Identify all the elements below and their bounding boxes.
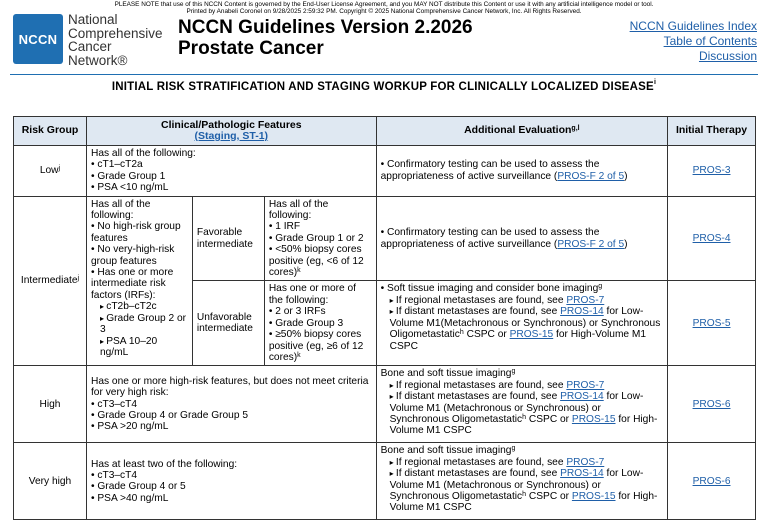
features-header: Clinical/Pathologic Features (Staging, ST-1) — [86, 117, 376, 146]
org-name: National Comprehensive Cancer Network® — [68, 12, 163, 68]
pros-6-link[interactable]: PROS-6 — [692, 475, 731, 487]
table-header-row — [14, 117, 756, 146]
nav-links — [630, 19, 757, 64]
evaluation-high: Bone and soft tissue imaging$^g$ ▸ If regional metastases are found, see PROS-7 ▸ If distant metastases are found, see PROS-14 for Low-Volume M1 (Metachronous or Synchronous) or Synchronous Oligometastatic$^h$ CSPC or PROS-15 for High-Volume M1 CSPC — [376, 366, 667, 443]
risk-group-intermediate: Intermediate$^j$ — [14, 196, 87, 366]
guidelines-index-link[interactable]: NCCN Guidelines Index — [629, 19, 757, 33]
table-row-favorable — [14, 196, 756, 281]
pros-7-link[interactable]: PROS-7 — [566, 456, 605, 468]
features-unfavorable: Has one or more of the following: • 2 or 3 IRFs • Grade Group 3 • ≥50% biopsy cores positive (eg, ≥6 of 12 cores)$^k$ — [264, 281, 376, 366]
features-intermediate: Has all of the following: • No high-risk group features • No very-high-risk group features • Has one or more intermediate risk factors (IRFs): ▸ cT2b–cT2c ▸ Grade Group 2 or 3 ▸ PSA 10–20 ng/mL — [86, 196, 192, 366]
print-notice: Printed by Anabeli Coronel on 9/28/2025 2:59:32 PM. Copyright © 2025 National Comprehensive Cancer Network, Inc. All Rights Reserved. — [186, 8, 582, 15]
guideline-title: NCCN Guidelines Version 2.2026 Prostate Cancer — [178, 17, 473, 59]
pros-15-link[interactable]: PROS-15 — [571, 413, 616, 425]
nccn-logo: NCCN — [13, 14, 63, 64]
table-row-low — [14, 146, 756, 197]
risk-group-low: Low$^j$ — [14, 146, 87, 197]
therapy-unfavorable — [668, 281, 756, 366]
therapy-high — [668, 366, 756, 443]
features-low: Has all of the following: • cT1–cT2a • Grade Group 1 • PSA <10 ng/mL — [86, 146, 376, 197]
pros-7-link[interactable]: PROS-7 — [566, 294, 605, 306]
therapy-favorable — [668, 196, 756, 281]
features-very-high: Has at least two of the following: • cT3–cT4 • Grade Group 4 or 5 • PSA >40 ng/mL — [86, 443, 376, 520]
risk-group-high: High — [14, 366, 87, 443]
pros-f-link[interactable]: PROS-F 2 of 5 — [557, 170, 625, 182]
staging-link[interactable]: (Staging, ST-1) — [194, 130, 269, 142]
evaluation-very-high: Bone and soft tissue imaging$^g$ ▸ If regional metastases are found, see PROS-7 ▸ If distant metastases are found, see PROS-14 for Low-Volume M1 (Metachronous or Synchronous) or Synchronous Oligometastatic$^h$ CSPC or PROS-15 for High-Volume M1 CSPC — [376, 443, 667, 520]
pros-14-link[interactable]: PROS-14 — [560, 468, 604, 480]
table-row-high — [14, 366, 756, 443]
table-row-very-high — [14, 443, 756, 520]
therapy-low — [668, 146, 756, 197]
pros-f-link[interactable]: PROS-F 2 of 5 — [557, 238, 625, 250]
risk-group-header: Risk Group — [14, 117, 87, 146]
evaluation-favorable: • Confirmatory testing can be used to assess the appropriateness of active surveillance (PROS-F 2 of 5) — [376, 196, 667, 281]
pros-14-link[interactable]: PROS-14 — [560, 391, 604, 403]
evaluation-low: • Confirmatory testing can be used to assess the appropriateness of active surveillance (PROS-F 2 of 5) — [376, 146, 667, 197]
pros-3-link[interactable]: PROS-3 — [692, 165, 731, 177]
header-divider — [10, 74, 758, 75]
page-title: INITIAL RISK STRATIFICATION AND STAGING WORKUP FOR CLINICALLY LOCALIZED DISEASE$^i$ — [111, 79, 657, 93]
pros-7-link[interactable]: PROS-7 — [566, 379, 605, 391]
therapy-header: Initial Therapy — [668, 117, 756, 146]
pros-15-link[interactable]: PROS-15 — [509, 329, 554, 341]
table-of-contents-link[interactable]: Table of Contents — [663, 34, 757, 48]
pros-15-link[interactable]: PROS-15 — [571, 490, 616, 502]
pros-14-link[interactable]: PROS-14 — [560, 306, 604, 318]
features-favorable: Has all of the following: • 1 IRF • Grade Group 1 or 2 • <50% biopsy cores positive (eg, <6 of 12 cores)$^k$ — [264, 196, 376, 281]
pros-5-link[interactable]: PROS-5 — [692, 317, 731, 329]
pros-4-link[interactable]: PROS-4 — [692, 232, 731, 244]
favorable-label: Favorable intermediate — [192, 196, 264, 281]
evaluation-unfavorable: • Soft tissue imaging and consider bone imaging$^g$ ▸ If regional metastases are found, see PROS-7 ▸ If distant metastases are found, see PROS-14 for Low-Volume M1(Metachronous or Synchronous) or Synchronous Oligometastatic$^h$ CSPC or PROS-15 for High-Volume M1 CSPC — [376, 281, 667, 366]
features-high: Has one or more high-risk features, but does not meet criteria for very high risk: • cT3–cT4 • Grade Group 4 or Grade Group 5 • PSA >20 ng/mL — [86, 366, 376, 443]
risk-table — [13, 116, 756, 520]
evaluation-header: Additional Evaluation$^{g,l}$ — [376, 117, 667, 146]
unfavorable-label: Unfavorable intermediate — [192, 281, 264, 366]
discussion-link[interactable]: Discussion — [698, 49, 757, 63]
pros-6-link[interactable]: PROS-6 — [692, 398, 731, 410]
therapy-very-high — [668, 443, 756, 520]
license-notice: PLEASE NOTE that use of this NCCN Content is governed by the End-User License Agreement, and you MAY NOT distribute this Content or use it with any artificial intelligence model or tool. — [114, 1, 654, 8]
risk-group-very-high: Very high — [14, 443, 87, 520]
